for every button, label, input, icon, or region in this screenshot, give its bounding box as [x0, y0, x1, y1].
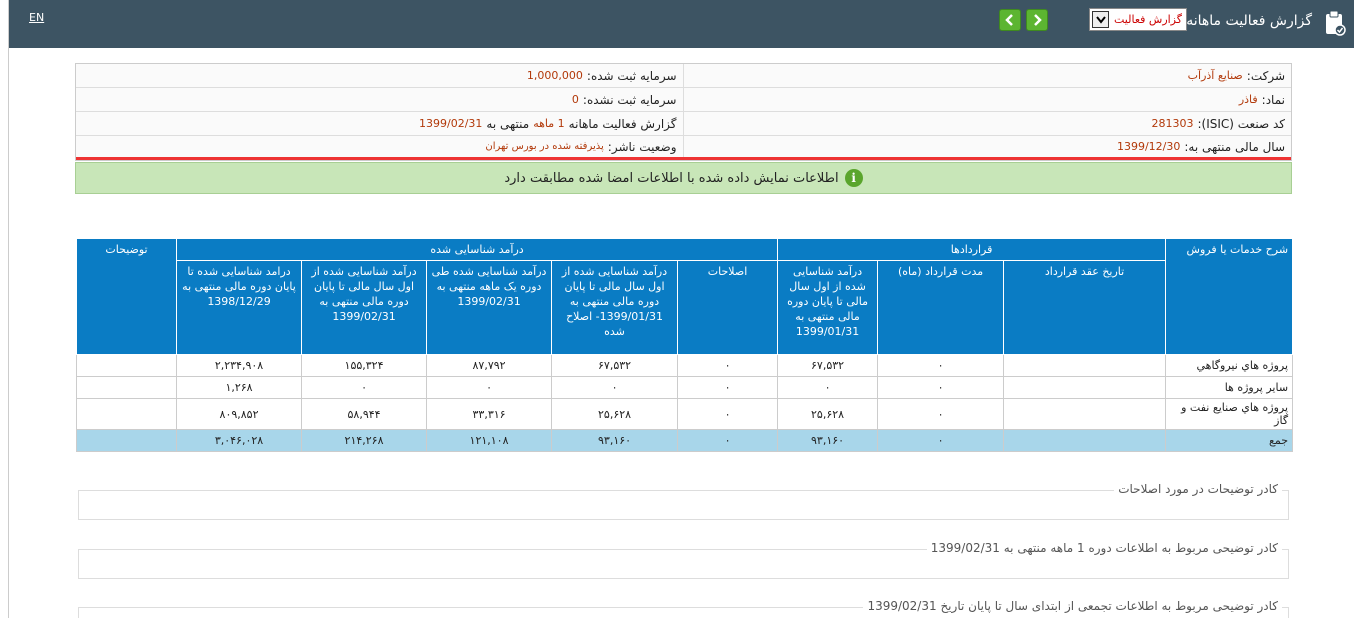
row-month: ۰ — [427, 377, 552, 399]
reg-capital-label: سرمایه ثبت شده: — [586, 68, 677, 83]
row-lastyear: ۸۰۹,۸۵۲ — [177, 399, 302, 430]
total-name: جمع — [1166, 430, 1293, 452]
info-row — [76, 88, 1291, 112]
language-toggle[interactable]: EN — [29, 11, 45, 24]
header-revenue: درآمد شناسایی شده — [177, 239, 778, 261]
row-name: پروژه هاي صنايع نفت و گاز — [1166, 399, 1293, 430]
header-notes: توضیحات — [77, 239, 177, 355]
symbol-cell — [684, 88, 1292, 111]
header-contract-duration: مدت قرارداد (ماه) — [878, 261, 1004, 355]
company-info-table — [75, 63, 1292, 161]
fiscal-label: سال مالی منتهی به: — [1184, 139, 1285, 154]
total-row — [77, 430, 1293, 452]
row-prior: ۲۵,۶۲۸ — [778, 399, 878, 430]
chevron-right-icon — [1031, 14, 1043, 26]
prev-button[interactable] — [999, 9, 1021, 31]
header-rev-lastyear: درامد شناسایی شده تا پایان دوره مالی منتهی به 1398/12/29 — [177, 261, 302, 355]
total-prior-adj: ۹۳,۱۶۰ — [552, 430, 678, 452]
ytd-notes-title: کادر توضیحی مربوط به اطلاعات تجمعی از ابتدای سال تا پایان تاریخ 1399/02/31 — [863, 599, 1282, 613]
next-button[interactable] — [1026, 9, 1048, 31]
row-name: پروژه هاي نيروگاهي — [1166, 355, 1293, 377]
left-border — [0, 0, 9, 618]
row-notes — [77, 399, 177, 430]
total-prior: ۹۳,۱۶۰ — [778, 430, 878, 452]
ytd-notes-box — [78, 599, 1289, 618]
table-row — [77, 355, 1293, 377]
info-row — [76, 64, 1291, 88]
header-rev-ytd: درآمد شناسایی شده از اول سال مالی تا پایان دوره مالی منتهی به 1399/02/31 — [302, 261, 427, 355]
row-ytd: ۱۵۵,۳۲۴ — [302, 355, 427, 377]
company-value: صنایع آذرآب — [1187, 69, 1243, 82]
row-name: ساير پروژه ها — [1166, 377, 1293, 399]
company-label: شرکت: — [1246, 68, 1285, 83]
chevron-left-icon — [1004, 14, 1016, 26]
unreg-capital-label: سرمایه ثبت نشده: — [582, 92, 677, 107]
report-label: گزارش فعالیت ماهانه — [568, 116, 677, 131]
symbol-label: نماد: — [1261, 92, 1285, 107]
info-row — [76, 112, 1291, 136]
symbol-value: فاذر — [1238, 93, 1258, 106]
unreg-capital-cell — [76, 88, 684, 111]
row-notes — [77, 355, 177, 377]
report-period-value: 1 ماهه — [533, 117, 565, 130]
row-prior: ۰ — [778, 377, 878, 399]
report-end-value: 1399/02/31 — [419, 117, 483, 130]
isic-cell — [684, 112, 1292, 135]
chevron-down-icon — [1092, 11, 1109, 28]
row-prior-adj: ۰ — [552, 377, 678, 399]
report-type-value: گزارش فعالیت — [1114, 13, 1182, 26]
total-date — [1004, 430, 1166, 452]
row-adjust: ۰ — [678, 377, 778, 399]
row-date — [1004, 377, 1166, 399]
row-adjust: ۰ — [678, 355, 778, 377]
total-duration: ۰ — [878, 430, 1004, 452]
report-end-label: منتهی به — [486, 116, 530, 131]
row-prior-adj: ۲۵,۶۲۸ — [552, 399, 678, 430]
row-ytd: ۵۸,۹۴۴ — [302, 399, 427, 430]
table-row — [77, 377, 1293, 399]
row-month: ۳۳,۳۱۶ — [427, 399, 552, 430]
row-lastyear: ۲,۲۳۴,۹۰۸ — [177, 355, 302, 377]
verification-notice — [75, 162, 1292, 194]
company-cell — [684, 64, 1292, 87]
info-row — [76, 136, 1291, 160]
row-month: ۸۷,۷۹۲ — [427, 355, 552, 377]
header-rev-prior-adj: درآمد شناسایی شده از اول سال مالی تا پایان دوره مالی منتهی به 1399/01/31- اصلاح شده — [552, 261, 678, 355]
month-notes-title: کادر توضیحی مربوط به اطلاعات دوره 1 ماهه منتهی به 1399/02/31 — [927, 541, 1282, 555]
reg-capital-cell — [76, 64, 684, 87]
status-cell — [76, 136, 684, 157]
header-desc: شرح خدمات یا فروش — [1166, 239, 1293, 355]
row-date — [1004, 399, 1166, 430]
revenue-table — [76, 238, 1293, 452]
total-month: ۱۲۱,۱۰۸ — [427, 430, 552, 452]
reg-capital-value: 1,000,000 — [526, 69, 583, 82]
row-duration: ۰ — [878, 355, 1004, 377]
unreg-capital-value: 0 — [571, 93, 579, 106]
page-title: گزارش فعالیت ماهانه — [1186, 13, 1312, 29]
row-lastyear: ۱,۲۶۸ — [177, 377, 302, 399]
report-type-select[interactable] — [1089, 8, 1187, 31]
status-value: پذیرفته شده در بورس تهران — [485, 141, 604, 152]
header-contracts: قراردادها — [778, 239, 1166, 261]
info-icon: i — [845, 169, 863, 187]
header-contract-date: تاریخ عقد قرارداد — [1004, 261, 1166, 355]
row-date — [1004, 355, 1166, 377]
adjust-notes-title: کادر توضیحات در مورد اصلاحات — [1114, 482, 1282, 496]
clipboard-icon — [1324, 10, 1346, 36]
row-adjust: ۰ — [678, 399, 778, 430]
adjust-notes-box — [78, 482, 1289, 520]
header-rev-month: درآمد شناسایی شده طی دوره یک ماهه منتهی به 1399/02/31 — [427, 261, 552, 355]
row-duration: ۰ — [878, 399, 1004, 430]
row-notes — [77, 377, 177, 399]
fiscal-value: 1399/12/30 — [1116, 140, 1181, 153]
month-notes-box — [78, 541, 1289, 579]
top-bar — [9, 0, 1354, 48]
fiscal-cell — [684, 136, 1292, 157]
row-duration: ۰ — [878, 377, 1004, 399]
total-ytd: ۲۱۴,۲۶۸ — [302, 430, 427, 452]
total-notes — [77, 430, 177, 452]
total-lastyear: ۳,۰۴۶,۰۲۸ — [177, 430, 302, 452]
header-rev-prior: درآمد شناسایی شده از اول سال مالی تا پایان دوره مالی منتهی به 1399/01/31 — [778, 261, 878, 355]
row-prior-adj: ۶۷,۵۳۲ — [552, 355, 678, 377]
row-ytd: ۰ — [302, 377, 427, 399]
isic-value: 281303 — [1151, 117, 1194, 130]
isic-label: کد صنعت (ISIC): — [1197, 116, 1285, 131]
total-adjust: ۰ — [678, 430, 778, 452]
header-adjust: اصلاحات — [678, 261, 778, 355]
notice-text: اطلاعات نمایش داده شده با اطلاعات امضا شده مطابقت دارد — [504, 170, 839, 186]
report-period-cell — [76, 112, 684, 135]
status-label: وضعیت ناشر: — [607, 139, 677, 154]
row-prior: ۶۷,۵۳۲ — [778, 355, 878, 377]
table-row — [77, 399, 1293, 430]
